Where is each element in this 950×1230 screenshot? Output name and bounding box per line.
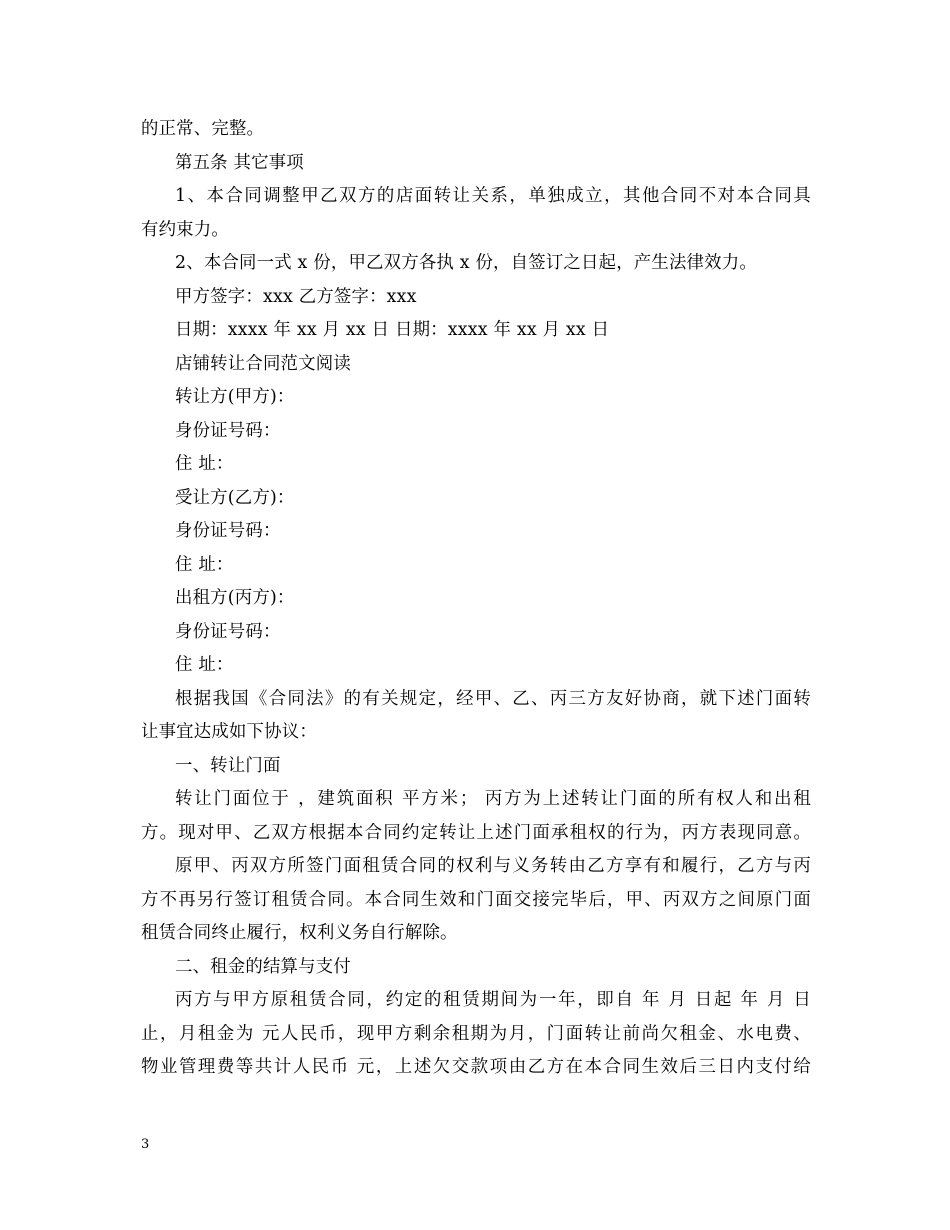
text-line: 转让门面位于 ，建筑面积 平方米； 丙方为上述转让门面的所有权人和出租 — [175, 789, 811, 809]
text-line: 第五条 其它事项 — [175, 152, 304, 173]
text-line: 原甲、丙双方所签门面租赁合同的权利与义务转由乙方享有和履行，乙方与丙 — [175, 856, 811, 876]
text-line: 方。现对甲、乙双方根据本合同约定转让上述门面承租权的行为，丙方表现同意。 — [141, 822, 811, 843]
text-line: 身份证号码： — [175, 420, 281, 441]
text-line: 转让方(甲方)： — [175, 387, 295, 407]
text-line: 有约束力。 — [141, 219, 229, 240]
text-line: 身份证号码： — [175, 521, 281, 541]
text-line: 租赁合同终止履行，权利义务自行解除。 — [141, 923, 458, 943]
text-line: 根据我国《合同法》的有关规定，经甲、乙、丙三方友好协商，就下述门面转 — [175, 688, 811, 709]
text-line: 让事宜达成如下协议： — [141, 722, 317, 742]
text-line: 住 址： — [175, 554, 234, 575]
page-number: 3 — [141, 1137, 150, 1152]
text-line: 二、租金的结算与支付 — [175, 956, 351, 977]
text-line: 的正常、完整。 — [141, 119, 265, 139]
text-line: 身份证号码： — [175, 621, 281, 642]
text-line: 日期：xxxx 年 xx 月 xx 日 日期：xxxx 年 xx 月 xx 日 — [175, 320, 610, 340]
text-line: 方不再另行签订租赁合同。本合同生效和门面交接完毕后，甲、丙双方之间原门面 — [141, 889, 811, 910]
text-line: 出租方(丙方)： — [175, 588, 295, 608]
text-line: 一、转让门面 — [175, 755, 281, 776]
text-line: 住 址： — [175, 454, 234, 474]
text-line: 2、本合同一式 x 份，甲乙双方各执 x 份，自签订之日起，产生法律效力。 — [175, 253, 757, 273]
text-line: 店铺转让合同范文阅读 — [175, 353, 351, 374]
text-line: 住 址： — [175, 655, 234, 675]
text-line: 甲方签字：xxx 乙方签字：xxx — [175, 286, 417, 307]
text-line: 1、本合同调整甲乙双方的店面转让关系，单独成立，其他合同不对本合同具 — [175, 186, 811, 206]
text-line: 丙方与甲方原租赁合同，约定的租赁期间为一年，即自 年 月 日起 年 月 日 — [175, 990, 811, 1010]
text-line: 受让方(乙方)： — [175, 487, 295, 508]
document-body — [141, 113, 811, 1085]
text-line: 止，月租金为 元人民币，现甲方剩余租期为月，门面转让前尚欠租金、水电费、 — [141, 1023, 811, 1044]
text-line: 物业管理费等共计人民币 元，上述欠交款项由乙方在本合同生效后三日内支付给 — [141, 1057, 811, 1077]
